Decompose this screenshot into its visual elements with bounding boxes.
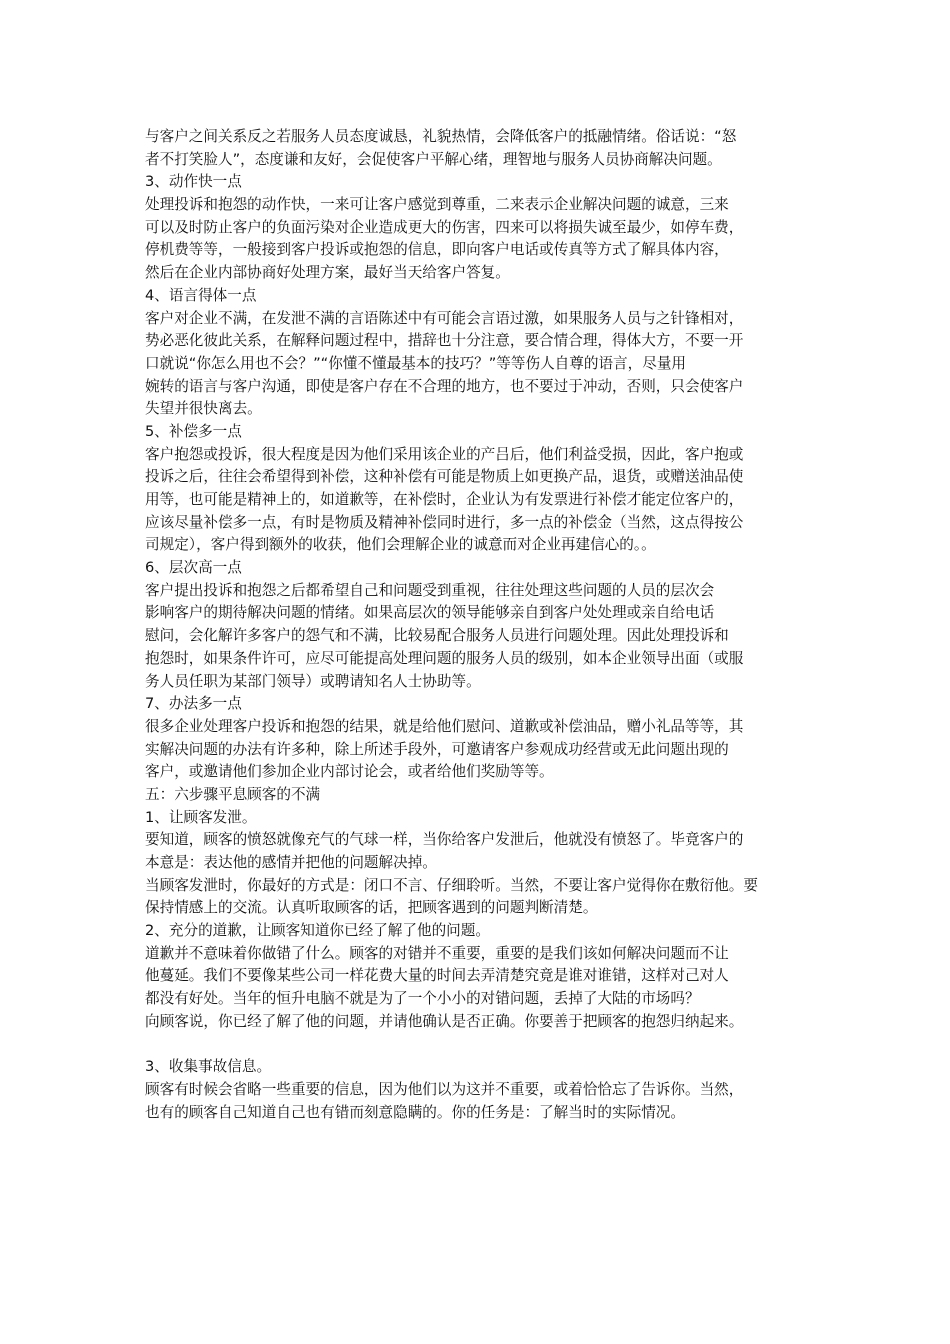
text-line: 2、充分的道歉，让顾客知道你已经了解了他的问题。 <box>145 922 490 940</box>
text-line: 6、层次高一点 <box>145 559 242 577</box>
text-line: 3、收集事故信息。 <box>145 1058 272 1076</box>
text-line: 本意是：表达他的感情并把他的问题解决掉。 <box>145 854 437 871</box>
text-line: 向顾客说，你已经了解了他的问题，并请他确认是否正确。你要善于把顾客的抱怨归纳起来。 <box>145 1012 744 1030</box>
document-body <box>145 126 815 1124</box>
text-line: 婉转的语言与客户沟通，即使是客户存在不合理的地方，也不要过于冲动，否则，只会使客户 <box>145 377 744 395</box>
text-line: 道歉并不意味着你做错了什么。顾客的对错并不重要，重要的是我们该如何解决问题而不让 <box>145 944 729 962</box>
text-line: 客户提出投诉和抱怨之后都希望自己和问题受到重视，往往处理这些问题的人员的层次会 <box>145 581 715 599</box>
text-line: 当顾客发泄时，你最好的方式是：闭口不言、仔细聆听。当然，不要让客户觉得你在敷衍他。要 <box>145 876 758 894</box>
text-line: 应该尽量补偿多一点，有时是物质及精神补偿同时进行，多一点的补偿金（当然，这点得按公 <box>145 513 744 531</box>
text-line: 7、办法多一点 <box>145 695 242 713</box>
text-line: 用等，也可能是精神上的，如道歉等，在补偿时，企业认为有发票进行补偿才能定位客户的， <box>145 491 744 508</box>
text-line: 客户抱怨或投诉，很大程度是因为他们采用该企业的产吕后，他们利益受损，因此，客户抱或 <box>145 445 744 463</box>
text-line: 3、动作快一点 <box>145 173 242 191</box>
text-line: 口就说“你怎么用也不会？”“你懂不懂最基本的技巧？”等等伤人自尊的语言，尽量用 <box>145 354 687 372</box>
text-line: 客户，或邀请他们参加企业内部讨论会，或者给他们奖励等等。 <box>145 763 554 781</box>
text-line: 势必恶化彼此关系，在解释问题过程中，措辞也十分注意，要合情合理，得体大方，不要一开 <box>145 332 744 350</box>
text-line: 都没有好处。当年的恒升电脑不就是为了一个小小的对错问题，丢掉了大陆的市场吗？ <box>145 990 700 1008</box>
text-line: 务人员任职为某部门领导）或聘请知名人士协助等。 <box>145 672 481 690</box>
text-line: 司规定），客户得到额外的收获，他们会理解企业的诚意而对企业再建信心的。。 <box>145 536 656 554</box>
blank-line <box>145 1034 815 1057</box>
text-line: 投诉之后，往往会希望得到补偿，这种补偿有可能是物质上如更换产品，退货，或赠送油品使 <box>145 468 744 486</box>
text-line: 失望并很快离去。 <box>145 400 262 418</box>
text-line: 影响客户的期待解决问题的情绪。如果高层次的领导能够亲自到客户处处理或亲自给电话 <box>145 604 715 622</box>
text-line: 实解决问题的办法有许多种，除上所述手段外，可邀请客户参观成功经营或无此问题出现的 <box>145 740 729 758</box>
text-line: 客户对企业不满，在发泄不满的言语陈述中有可能会言语过激，如果服务人员与之针锋相对， <box>145 309 744 327</box>
text-line: 者不打笑脸人”，态度谦和友好，会促使客户平解心绪，理智地与服务人员协商解决问题。 <box>145 150 722 168</box>
text-line: 慰问，会化解许多客户的怨气和不满，比较易配合服务人员进行问题处理。因此处理投诉和 <box>145 627 729 645</box>
text-line: 很多企业处理客户投诉和抱怨的结果，就是给他们慰问、道歉或补偿油品，赠小礼品等等，其 <box>145 717 744 735</box>
text-line: 抱怨时，如果条件许可，应尽可能提高处理问题的服务人员的级别，如本企业领导出面（或服 <box>145 649 744 667</box>
text-line: 保持情感上的交流。认真听取顾客的话，把顾客遇到的问题判断清楚。 <box>145 899 598 917</box>
text-line: 4、语言得体一点 <box>145 286 257 304</box>
text-line: 与客户之间关系反之若服务人员态度诚恳，礼貌热情，会降低客户的抵融情绪。俗话说：“怒 <box>145 128 737 145</box>
text-line: 五：六步骤平息顾客的不满 <box>145 785 321 803</box>
text-line: 要知道，顾客的愤怒就像充气的气球一样，当你给客户发泄后，他就没有愤怒了。毕竟客户的 <box>145 831 744 849</box>
text-line: 停机费等等，一般接到客户投诉或抱怨的信息，即向客户电话或传真等方式了解具体内容， <box>145 241 729 259</box>
text-line: 然后在企业内部协商好处理方案，最好当天给客户答复。 <box>145 264 510 282</box>
text-line: 5、补偿多一点 <box>145 422 242 440</box>
text-line: 他蔓延。我们不要像某些公司一样花费大量的时间去弄清楚究竟是谁对谁错，这样对己对人 <box>145 967 729 985</box>
text-line: 可以及时防止客户的负面污染对企业造成更大的伤害，四来可以将损失诚至最少，如停车费， <box>145 218 744 236</box>
text-line: 顾客有时候会省略一些重要的信息，因为他们以为这并不重要，或着恰恰忘了告诉你。当然， <box>145 1080 744 1098</box>
text-line: 1、让顾客发泄。 <box>145 808 257 826</box>
text-line: 也有的顾客自己知道自己也有错而刻意隐瞒的。你的任务是：了解当时的实际情况。 <box>145 1103 685 1121</box>
text-line: 处理投诉和抱怨的动作快，一来可让客户感觉到尊重，二来表示企业解决问题的诚意，三来 <box>145 196 729 214</box>
